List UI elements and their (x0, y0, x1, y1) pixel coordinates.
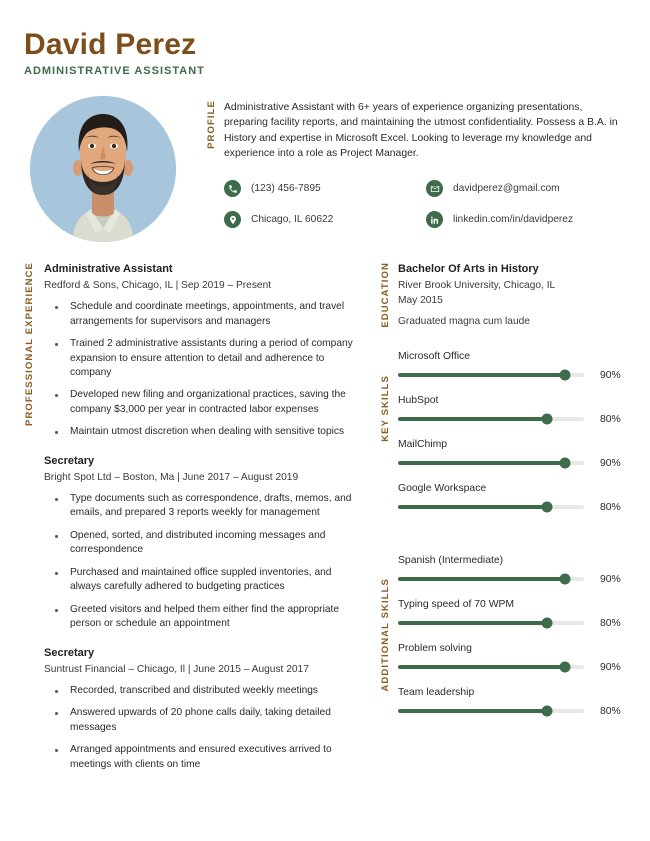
contact-info (224, 180, 634, 228)
skill-fill (398, 373, 565, 377)
skill-item (398, 643, 628, 673)
key-skills-list (398, 351, 628, 513)
contact-item-location[interactable] (224, 211, 426, 228)
experience-entry (44, 262, 354, 440)
skill-percent: 90% (600, 661, 621, 673)
experience-entry (44, 454, 354, 632)
skill-track[interactable] (398, 577, 584, 581)
education-entry (398, 262, 628, 329)
section-label-key-skills: KEY SKILLS (380, 375, 391, 442)
skill-name: Google Workspace (398, 482, 487, 494)
experience-bullet-list (44, 492, 354, 632)
skill-track[interactable] (398, 709, 584, 713)
profile-summary-text: Administrative Assistant with 6+ years of experience organizing presentations, preparing facility reports, and maintaining the utmost confidentiality. Possess a B.A. in History and expertise in Microsoft Excel. Looking to leverage my knowledge and experience into a role as Project Manager. (224, 102, 618, 160)
education-degree: Bachelor Of Arts in History (398, 263, 539, 275)
section-label-profile: PROFILE (206, 100, 217, 149)
list-item: Purchased and maintained office suppled inventories, and always carefully adhered to budgeting practices (44, 566, 354, 595)
additional-skills-list (398, 555, 628, 717)
skill-item (398, 483, 628, 513)
contact-item-phone[interactable] (224, 180, 426, 197)
list-item: Opened, sorted, and distributed incoming messages and correspondence (44, 529, 354, 558)
experience-job-meta: Suntrust Financial – Chicago, Il | June 2015 – August 2017 (44, 664, 309, 676)
skill-fill (398, 505, 547, 509)
skill-fill (398, 709, 547, 713)
experience-bullet-list (44, 300, 354, 440)
email-icon (426, 180, 443, 197)
list-item: Greeted visitors and helped them either find the appropriate person or schedule an appointment (44, 603, 354, 632)
list-item: Trained 2 administrative assistants during a period of company expansion to ensure attention to detail and adherence to company (44, 337, 354, 380)
section-label-experience: PROFESSIONAL EXPERIENCE (24, 262, 35, 426)
skill-knob (560, 574, 571, 585)
skill-knob (541, 414, 552, 425)
skill-name: Microsoft Office (398, 350, 470, 362)
skill-item (398, 599, 628, 629)
contact-item-linkedin[interactable] (426, 211, 634, 228)
skill-percent: 90% (600, 457, 621, 469)
section-label-additional-skills: ADDITIONAL SKILLS (380, 578, 391, 692)
skill-name: Team leadership (398, 686, 475, 698)
skill-knob (560, 662, 571, 673)
skill-track[interactable] (398, 461, 584, 465)
skill-track[interactable] (398, 665, 584, 669)
candidate-name: David Perez (24, 28, 197, 61)
skill-name: Spanish (Intermediate) (398, 554, 504, 566)
contact-linkedin-text: linkedin.com/in/davidperez (453, 214, 574, 225)
experience-job-meta: Redford & Sons, Chicago, IL | Sep 2019 – Present (44, 280, 272, 292)
skill-item (398, 439, 628, 469)
portrait-illustration (30, 96, 176, 242)
skill-item (398, 395, 628, 425)
list-item: Recorded, transcribed and distributed weekly meetings (44, 684, 354, 698)
skill-track[interactable] (398, 373, 584, 377)
skill-knob (541, 502, 552, 513)
skill-fill (398, 665, 565, 669)
list-item: Answered upwards of 20 phone calls daily, taking detailed messages (44, 706, 354, 735)
experience-bullet-list (44, 684, 354, 772)
skill-knob (541, 706, 552, 717)
skill-percent: 80% (600, 413, 621, 425)
right-column (398, 262, 628, 731)
contact-phone-text: (123) 456-7895 (251, 183, 321, 194)
education-date: May 2015 (398, 295, 443, 307)
profile-photo (30, 96, 176, 242)
skill-percent: 80% (600, 705, 621, 717)
linkedin-icon (426, 211, 443, 228)
skill-fill (398, 461, 565, 465)
skill-name: Problem solving (398, 642, 472, 654)
experience-job-title: Secretary (44, 454, 95, 467)
skill-knob (560, 458, 571, 469)
skill-item (398, 687, 628, 717)
skill-track[interactable] (398, 417, 584, 421)
skill-fill (398, 417, 547, 421)
contact-location-text: Chicago, IL 60622 (251, 214, 334, 225)
skill-percent: 90% (600, 573, 621, 585)
list-item: Schedule and coordinate meetings, appointments, and travel arrangements for supervisors and managers (44, 300, 354, 329)
contact-item-email[interactable] (426, 180, 634, 197)
list-item: Arranged appointments and ensured executives arrived to meetings with clients on time (44, 743, 354, 772)
experience-job-title: Secretary (44, 646, 95, 659)
experience-job-meta: Bright Spot Ltd – Boston, Ma | June 2017 – August 2019 (44, 472, 299, 484)
skill-track[interactable] (398, 621, 584, 625)
candidate-job-title: ADMINISTRATIVE ASSISTANT (24, 65, 205, 77)
education-school: River Brook University, Chicago, IL (398, 280, 556, 292)
skill-percent: 90% (600, 369, 621, 381)
experience-section (44, 262, 354, 786)
skill-percent: 80% (600, 617, 621, 629)
skill-percent: 80% (600, 501, 621, 513)
location-icon (224, 211, 241, 228)
skill-item (398, 351, 628, 381)
experience-entry (44, 646, 354, 772)
list-item: Type documents such as correspondence, drafts, memos, and emails, and prepared 3 reports weekly for management (44, 492, 354, 521)
section-label-education: EDUCATION (380, 262, 391, 328)
skill-fill (398, 577, 565, 581)
skill-item (398, 555, 628, 585)
skill-name: HubSpot (398, 394, 439, 406)
skill-fill (398, 621, 547, 625)
skill-track[interactable] (398, 505, 584, 509)
resume-header (24, 28, 624, 77)
education-honors: Graduated magna cum laude (398, 315, 530, 327)
skill-name: MailChimp (398, 438, 448, 450)
list-item: Maintain utmost discretion when dealing with sensitive topics (44, 425, 354, 439)
phone-icon (224, 180, 241, 197)
experience-job-title: Administrative Assistant (44, 263, 173, 275)
skill-knob (560, 370, 571, 381)
list-item: Developed new filing and organizational practices, saving the company $3,000 per year in contracted labor expenses (44, 388, 354, 417)
skill-name: Typing speed of 70 WPM (398, 598, 515, 610)
skill-knob (541, 618, 552, 629)
contact-email-text: davidperez@gmail.com (453, 183, 560, 194)
